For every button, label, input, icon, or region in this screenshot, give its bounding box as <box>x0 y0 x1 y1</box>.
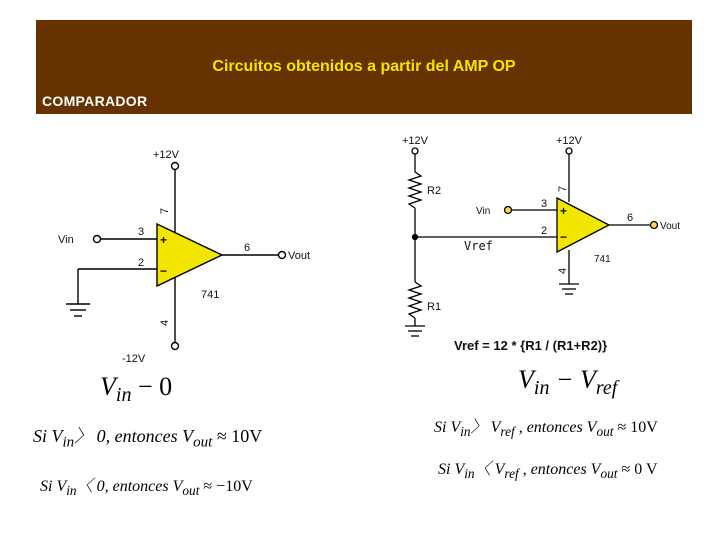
vref-label: Vref <box>464 239 493 253</box>
left-plus-sign: + <box>160 233 168 247</box>
cond-end: ≈ 10V <box>613 419 658 436</box>
right-comparator-circuit <box>405 148 658 336</box>
cond-sub-out: out <box>596 424 614 440</box>
right-divider-vplus-label: +12V <box>402 135 428 147</box>
r2-label: R2 <box>427 185 442 197</box>
eq-sub-in: in <box>533 377 550 400</box>
left-vin-label: Vin <box>58 234 74 246</box>
cond-sub-in: in <box>460 424 471 440</box>
cond-sub-ref: ref <box>500 424 515 440</box>
cond-mid2: , entonces V <box>518 461 601 478</box>
cond-mid: 〈 0, entonces V <box>76 478 183 495</box>
right-vplus-node <box>566 148 572 154</box>
right-pin6-label: 6 <box>627 212 634 224</box>
cond-sub-ref: ref <box>504 466 519 482</box>
right-condition-less <box>438 456 658 482</box>
vref-formula: Vref = 12 * {R1 / (R1+R2)} <box>454 338 608 353</box>
cond-end: ≈ 10V <box>212 426 263 446</box>
right-model-label: 741 <box>594 254 611 265</box>
right-pin4-label: 4 <box>557 267 569 274</box>
left-vplus-node <box>172 163 179 170</box>
left-minus-sign: − <box>160 264 168 278</box>
eq-v: V <box>100 372 116 401</box>
resistor-r2 <box>409 172 421 208</box>
right-vin-node <box>505 207 512 214</box>
right-main-expression <box>518 365 617 400</box>
cond-sub-in: in <box>66 483 77 499</box>
left-model-label: 741 <box>201 289 220 301</box>
left-condition-positive <box>33 422 262 452</box>
left-vplus-label: +12V <box>153 149 179 161</box>
cond-mid: 〉 V <box>470 419 501 436</box>
left-vout-label: Vout <box>288 250 311 262</box>
cond-si: Si V <box>33 426 63 446</box>
left-condition-negative <box>40 473 253 499</box>
cond-si: Si V <box>40 478 67 495</box>
right-minus-sign: − <box>560 230 568 244</box>
section-title: COMPARADOR <box>42 93 148 109</box>
slide-title: Circuitos obtenidos a partir del AMP OP <box>212 58 516 75</box>
right-plus-sign: + <box>560 204 568 218</box>
eq-mid: − V <box>549 365 596 394</box>
left-pin3-label: 3 <box>138 226 145 238</box>
left-pin7-label: 7 <box>159 207 171 214</box>
left-pin6-label: 6 <box>244 242 251 254</box>
eq-sub-ref: ref <box>595 377 618 400</box>
cond-si: Si V <box>438 461 465 478</box>
right-pin3-label: 3 <box>541 198 548 210</box>
resistor-r1 <box>409 282 421 318</box>
right-divider-vplus-node <box>412 148 418 154</box>
left-vout-node <box>279 252 286 259</box>
right-condition-greater <box>434 414 658 440</box>
cond-end: ≈ −10V <box>199 478 253 495</box>
left-vin-node <box>94 236 101 243</box>
left-pin2-label: 2 <box>138 257 145 269</box>
right-vout-label: Vout <box>660 221 681 232</box>
right-vin-label: Vin <box>476 206 491 217</box>
right-pin7-label: 7 <box>557 185 569 192</box>
cond-end: ≈ 0 V <box>617 461 658 478</box>
eq-rest: − 0 <box>131 372 173 401</box>
right-circuit-labels <box>402 135 680 313</box>
right-opamp-vplus-label: +12V <box>556 135 582 147</box>
left-vminus-label: -12V <box>122 353 146 365</box>
cond-sub-in: in <box>62 434 75 451</box>
eq-sub-in: in <box>115 384 132 407</box>
left-comparator-circuit <box>66 163 286 350</box>
cond-sub-out: out <box>193 434 213 451</box>
cond-sub-out: out <box>182 483 200 499</box>
right-pin2-label: 2 <box>541 225 548 237</box>
left-main-expression <box>100 372 172 407</box>
right-vout-node <box>651 222 658 229</box>
cond-sub-out: out <box>600 466 618 482</box>
r1-label: R1 <box>427 301 442 313</box>
left-pin4-label: 4 <box>159 319 171 326</box>
eq-v: V <box>518 365 534 394</box>
cond-mid2: , entonces V <box>514 419 597 436</box>
left-vminus-node <box>172 343 179 350</box>
cond-mid: 〉 0, entonces V <box>74 426 194 446</box>
cond-sub-in: in <box>464 466 475 482</box>
cond-si: Si V <box>434 419 461 436</box>
cond-mid: 〈 V <box>474 461 505 478</box>
